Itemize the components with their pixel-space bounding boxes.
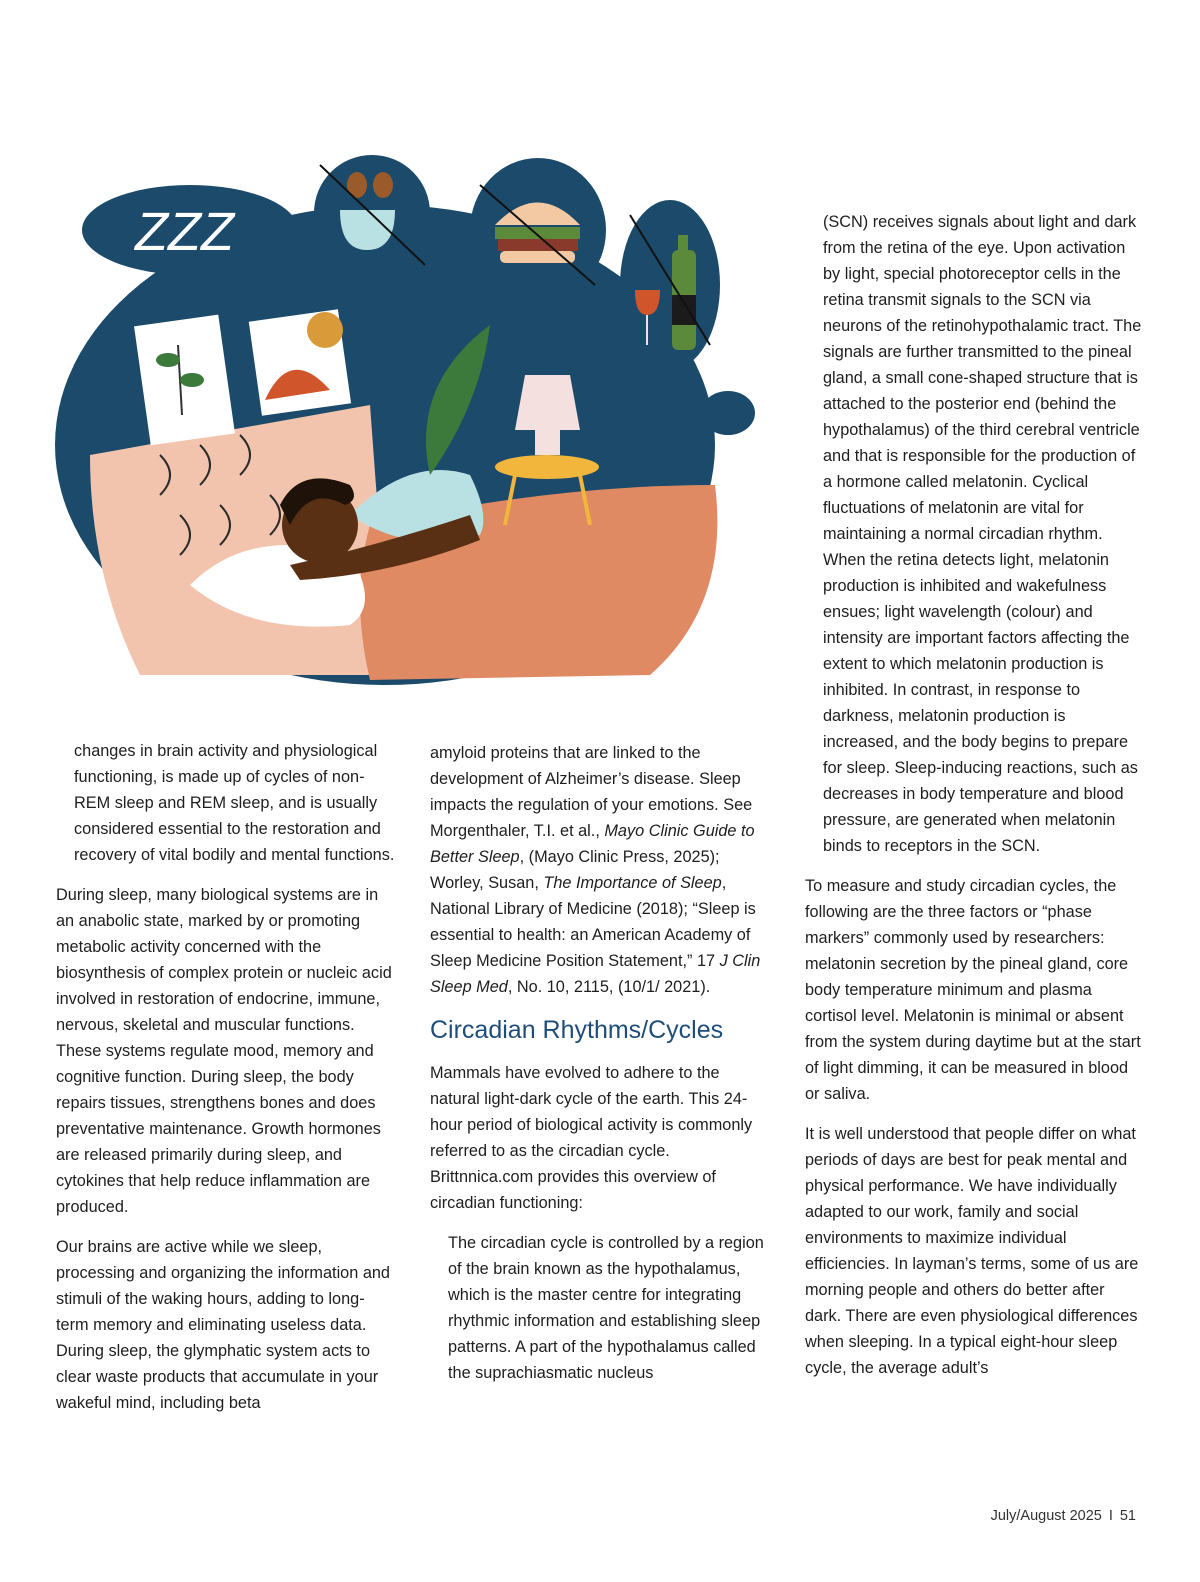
col2-paragraph-1: [430, 740, 765, 1000]
issue-date: July/August 2025: [990, 1508, 1102, 1524]
text: , National Library of Medicine (2018); “Sleep is essential to health: an American Academy of Sleep Medicine Position Statement,” 17: [430, 874, 756, 970]
citation-title: The Importance of Sleep: [543, 874, 722, 892]
col3-quote: (SCN) receives signals about light and dark from the retina of the eye. Upon activation by light, special photoreceptor cells in the retina transmit signals to the SCN via neurons of the retinohypothalamic tract. The signals are further transmitted to the pineal gland, a small cone-shaped structure that is attached to the posterior end (behind the hypothalamus) of the third cerebral ventricle and that is responsible for the production of a hormone called melatonin. Cyclical fluctuations of melatonin are vital for maintaining a normal circadian rhythm. When the retina detects light, melatonin production is inhibited and wakefulness ensues; light wavelength (colour) and intensity are important factors affecting the extent to which melatonin production is inhibited. In contrast, in response to darkness, melatonin production is increased, and the body begins to prepare for sleep. Sleep-inducing reactions, such as decreases in body temperature and blood pressure, are generated when melatonin binds to receptors in the SCN.: [823, 213, 1142, 855]
col3-paragraph-2: To measure and study circadian cycles, the following are the three factors or “phase markers” commonly used by researchers: melatonin secretion by the pineal gland, core body temperature minimum and plasma cortisol level. Melatonin is minimal or absent from the system during daytime but at the start of light dimming, it can be measured in blood or saliva.: [805, 877, 1141, 1103]
column-3: [805, 209, 1143, 1395]
citation-title: J Clin Sleep Med: [430, 952, 761, 996]
citation-title: Mayo Clinic Guide to Better Sleep: [430, 822, 755, 866]
page-number: 51: [1119, 1508, 1136, 1524]
text: , No. 10, 2115, (10/1/ 2021).: [507, 978, 711, 996]
zzz-text: ZZZ: [135, 202, 234, 262]
text: , (Mayo Clinic Press, 2025); Worley, Susan,: [430, 848, 720, 892]
column-2: [430, 740, 765, 1400]
column-1: [56, 738, 396, 1430]
col1-paragraph-1: changes in brain activity and physiological functioning, is made up of cycles of non-REM sleep and REM sleep, and is usually considered essential to the restoration and recovery of vital bodily and mental functions.: [74, 742, 395, 864]
text: amyloid proteins that are linked to the development of Alzheimer’s disease. Sleep impacts the regulation of your emotions. See Morgenthaler, T.I. et al.,: [430, 744, 753, 840]
sleep-illustration: [50, 155, 760, 690]
col3-paragraph-3: It is well understood that people differ on what periods of days are best for peak mental and physical performance. We have individually adapted to our work, family and social environments to maximize individual efficiencies. In layman’s terms, some of us are morning people and others do better after dark. There are even physiological differences when sleeping. In a typical eight-hour sleep cycle, the average adult’s: [805, 1125, 1139, 1377]
col2-paragraph-2: Mammals have evolved to adhere to the natural light-dark cycle of the earth. This 24-hour period of biological activity is commonly referred to as the circadian cycle. Brittnnica.com provides this overview of circadian functioning:: [430, 1064, 753, 1212]
separator: I: [1108, 1508, 1113, 1524]
col2-quote: The circadian cycle is controlled by a region of the brain known as the hypothalamus, which is the master centre for integrating rhythmic information and establishing sleep patterns. A part of the hypothalamus called the suprachiasmatic nucleus: [448, 1234, 764, 1382]
page-footer: [991, 1508, 1136, 1524]
col1-paragraph-2: During sleep, many biological systems are in an anabolic state, marked by or promoting metabolic activity concerned with the biosynthesis of complex protein or nucleic acid involved in restoration of endocrine, immune, nervous, skeletal and muscular functions. These systems regulate mood, memory and cognitive function. During sleep, the body repairs tissues, strengthens bones and does preventative maintenance. Growth hormones are released primarily during sleep, and cytokines that help reduce inflammation are produced.: [56, 886, 392, 1216]
col1-paragraph-3: Our brains are active while we sleep, processing and organizing the information and stimuli of the waking hours, adding to long-term memory and eliminating useless data. During sleep, the glymphatic system acts to clear waste products that accumulate in your wakeful mind, including beta: [56, 1238, 390, 1412]
section-heading: Circadian Rhythms/Cycles: [430, 1016, 724, 1044]
